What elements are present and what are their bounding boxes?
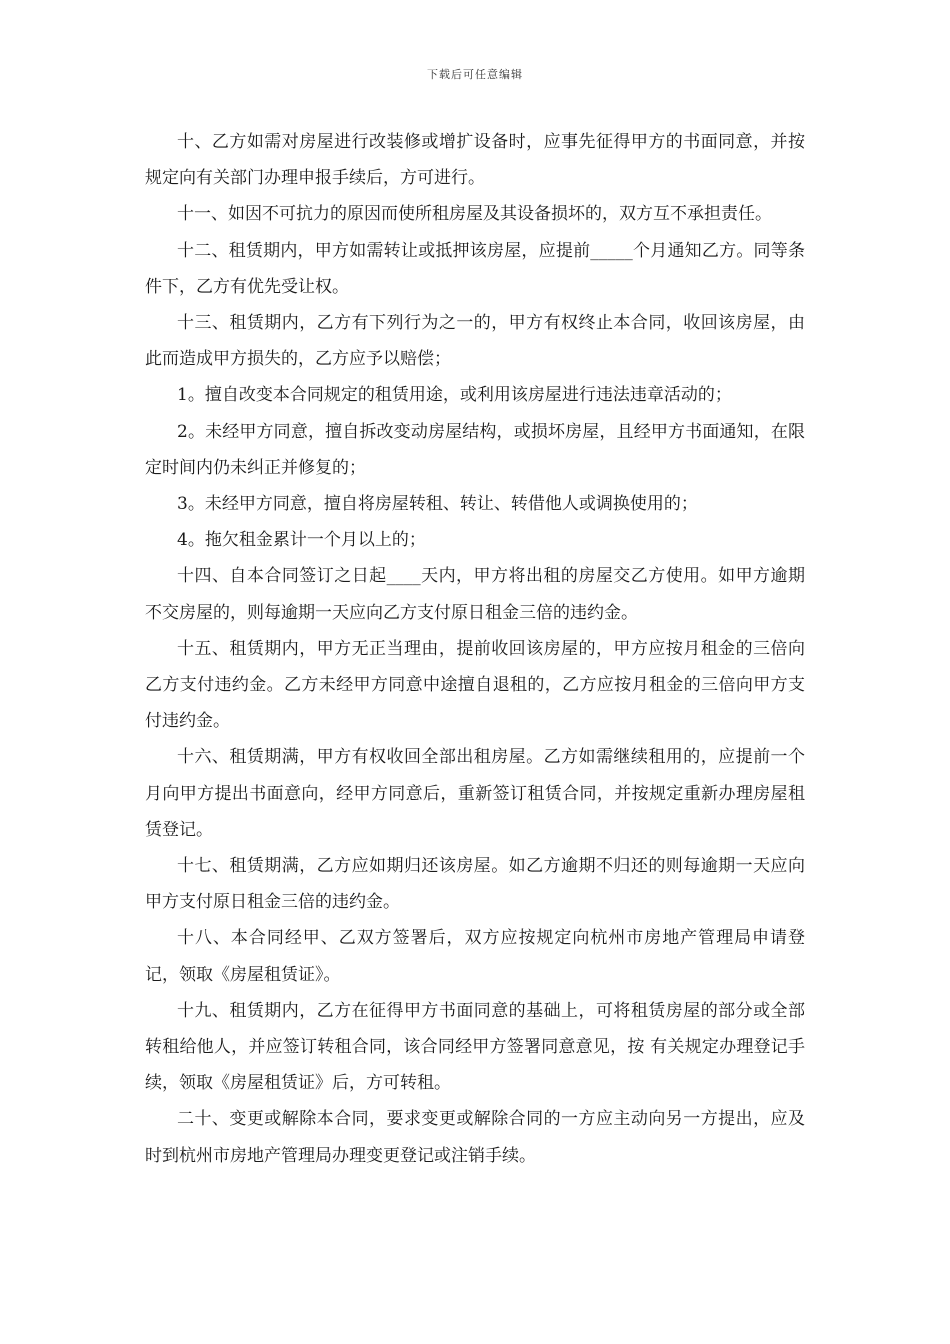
clause-13-item-4: 4。拖欠租金累计一个月以上的； bbox=[177, 530, 426, 551]
clause-15: 十五、租赁期内，甲方无正当理由，提前收回该房屋的，甲方应按月租金的三倍向乙方支付违约金。乙方未经甲方同意中途擅自退租的，乙方应按月租金的三倍向甲方支付违约金。 bbox=[145, 638, 805, 732]
clause-18: 十八、本合同经甲、乙双方签署后，双方应按规定向杭州市房地产管理局申请登记，领取《房屋租赁证》。 bbox=[145, 928, 805, 985]
clause-12: 十二、租赁期内，甲方如需转让或抵押该房屋，应提前_____个月通知乙方。同等条件下，乙方有优先受让权。 bbox=[145, 240, 805, 297]
clause-10: 十、乙方如需对房屋进行改装修或增扩设备时，应事先征得甲方的书面同意，并按规定向有关部门办理申报手续后，方可进行。 bbox=[145, 132, 805, 189]
clause-14: 十四、自本合同签订之日起____天内，甲方将出租的房屋交乙方使用。如甲方逾期不交房屋的，则每逾期一天应向乙方支付原日租金三倍的违约金。 bbox=[145, 566, 805, 623]
clause-19: 十九、租赁期内，乙方在征得甲方书面同意的基础上，可将租赁房屋的部分或全部转租给他人，并应签订转租合同，该合同经甲方签署同意意见，按 有关规定办理登记手续，领取《房屋租赁证》后，方可转租。 bbox=[145, 1000, 805, 1094]
document-body bbox=[145, 124, 805, 1174]
clause-13: 十三、租赁期内，乙方有下列行为之一的，甲方有权终止本合同，收回该房屋，由此而造成甲方损失的，乙方应予以赔偿； bbox=[145, 313, 805, 370]
clause-11: 十一、如因不可抗力的原因而使所租房屋及其设备损坏的，双方互不承担责任。 bbox=[177, 204, 772, 225]
page-header: 下载后可任意编辑 bbox=[427, 68, 523, 81]
clause-13-item-1: 1。擅自改变本合同规定的租赁用途，或利用该房屋进行违法违章活动的； bbox=[177, 385, 732, 406]
clause-13-item-2: 2。未经甲方同意，擅自拆改变动房屋结构，或损坏房屋，且经甲方书面通知，在限定时间内仍未纠正并修复的； bbox=[145, 421, 805, 478]
clause-20: 二十、变更或解除本合同，要求变更或解除合同的一方应主动向另一方提出，应及时到杭州市房地产管理局办理变更登记或注销手续。 bbox=[145, 1109, 805, 1166]
clause-13-item-3: 3。未经甲方同意，擅自将房屋转租、转让、转借他人或调换使用的； bbox=[177, 494, 698, 515]
clause-17: 十七、租赁期满，乙方应如期归还该房屋。如乙方逾期不归还的则每逾期一天应向甲方支付原日租金三倍的违约金。 bbox=[145, 856, 805, 913]
clause-16: 十六、租赁期满，甲方有权收回全部出租房屋。乙方如需继续租用的，应提前一个月向甲方提出书面意向，经甲方同意后，重新签订租赁合同，并按规定重新办理房屋租赁登记。 bbox=[145, 747, 805, 840]
